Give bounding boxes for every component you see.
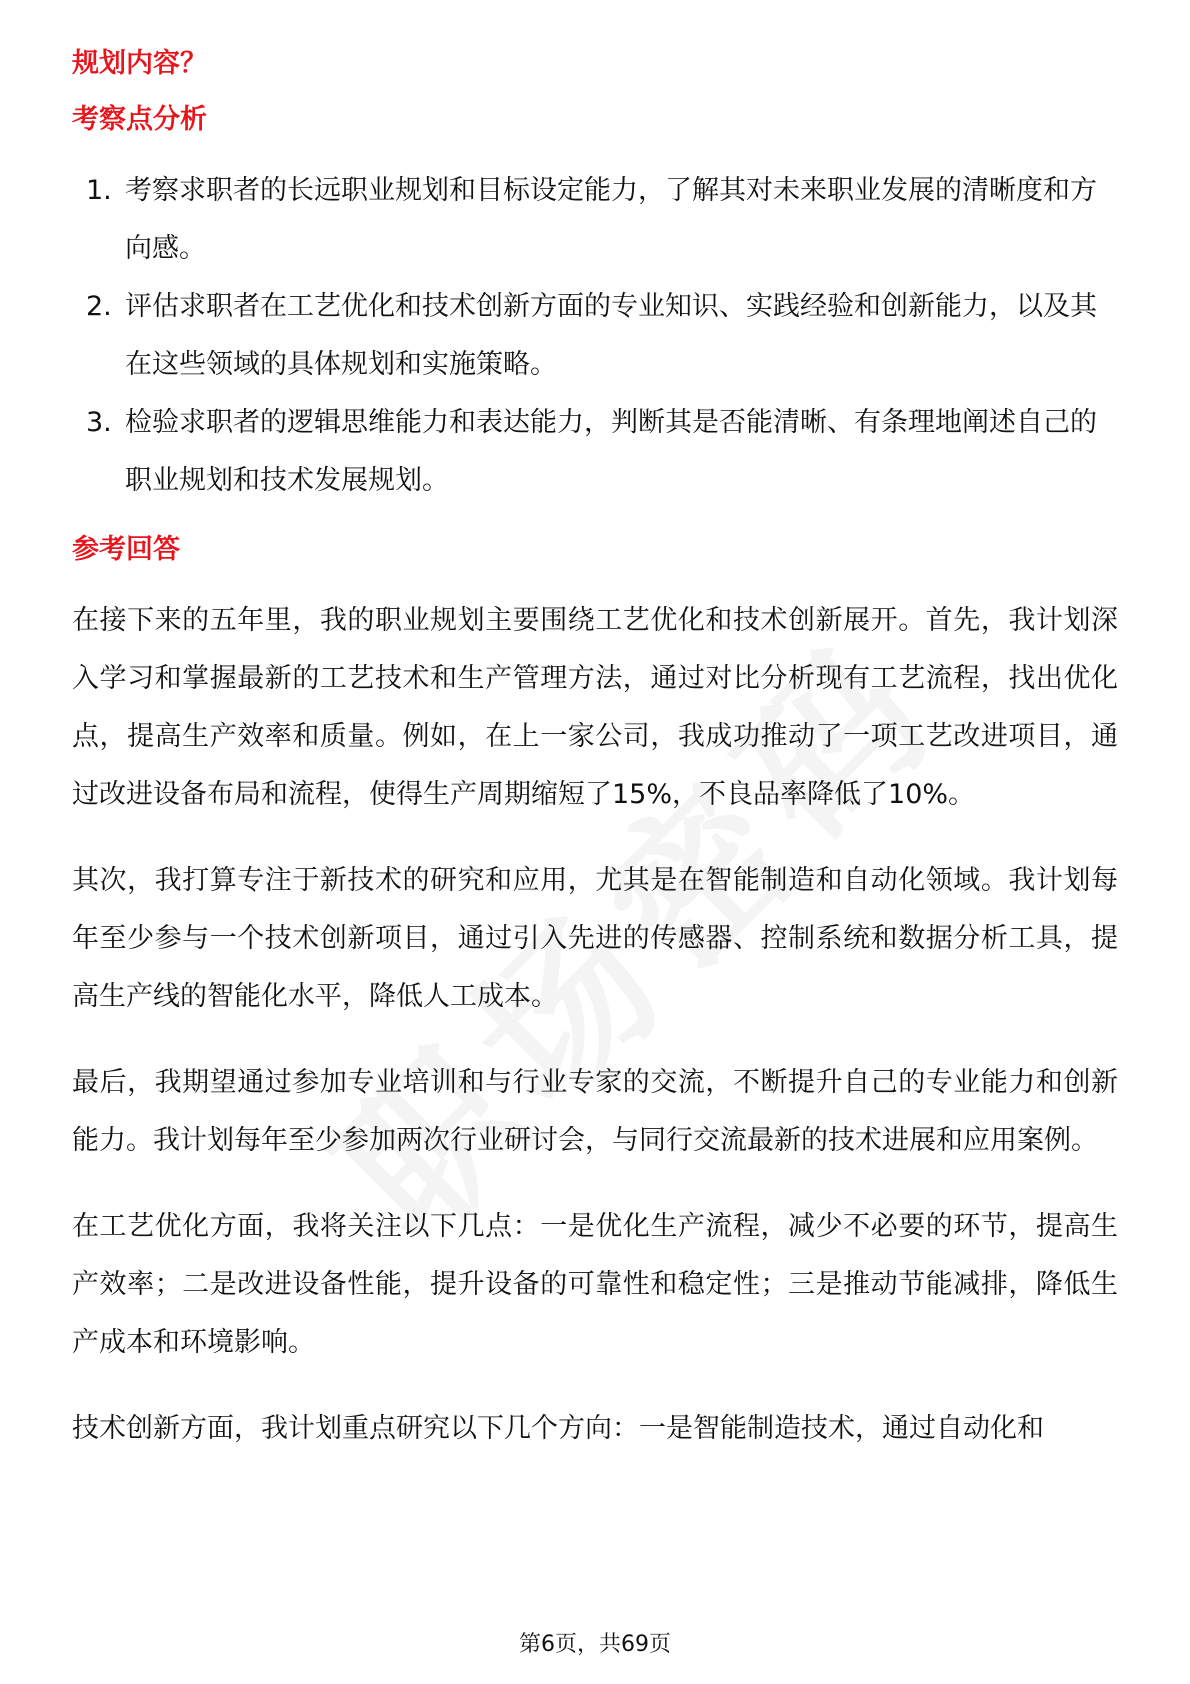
answer-paragraph: 技术创新方面，我计划重点研究以下几个方向：一是智能制造技术，通过自动化和 [72, 1413, 1044, 1444]
analysis-point [72, 162, 1118, 278]
page-number-footer: 第6页，共69页 [519, 1632, 671, 1657]
analysis-heading: 考察点分析 [72, 104, 207, 135]
analysis-point-text: 评估求职者在工艺优化和技术创新方面的专业知识、实践经验和创新能力，以及其在这些领域的具体规划和实施策略。 [125, 291, 1097, 380]
answer-paragraph: 在接下来的五年里，我的职业规划主要围绕工艺优化和技术创新展开。首先，我计划深入学习和掌握最新的工艺技术和生产管理方法，通过对比分析现有工艺流程，找出优化点，提高生产效率和质量。例如，在上一家公司，我成功推动了一项工艺改进项目，通过改进设备布局和流程，使得生产周期缩短了15%，不良品率降低了10%。 [72, 605, 1118, 810]
analysis-list [72, 162, 1118, 510]
analysis-point-text: 检验求职者的逻辑思维能力和表达能力，判断其是否能清晰、有条理地阐述自己的职业规划和技术发展规划。 [125, 407, 1097, 496]
answer-paragraph: 其次，我打算专注于新技术的研究和应用，尤其是在智能制造和自动化领域。我计划每年至少参与一个技术创新项目，通过引入先进的传感器、控制系统和数据分析工具，提高生产线的智能化水平，降低人工成本。 [72, 865, 1118, 1012]
list-number: 3. [86, 407, 112, 438]
reference-answer-heading: 参考回答 [72, 534, 180, 565]
analysis-point [72, 278, 1118, 394]
reference-answer [72, 592, 1118, 1458]
page-content [72, 44, 1118, 1458]
list-number: 1. [86, 175, 112, 206]
analysis-point [72, 394, 1118, 510]
analysis-point-text: 考察求职者的长远职业规划和目标设定能力，了解其对未来职业发展的清晰度和方向感。 [125, 175, 1097, 264]
answer-paragraph: 在工艺优化方面，我将关注以下几点：一是优化生产流程，减少不必要的环节，提高生产效率；二是改进设备性能，提升设备的可靠性和稳定性；三是推动节能减排，降低生产成本和环境影响。 [72, 1211, 1118, 1358]
list-number: 2. [86, 291, 112, 322]
question-title-tail: 规划内容？ [72, 48, 207, 79]
answer-paragraph: 最后，我期望通过参加专业培训和与行业专家的交流，不断提升自己的专业能力和创新能力。我计划每年至少参加两次行业研讨会，与同行交流最新的技术进展和应用案例。 [72, 1067, 1118, 1156]
